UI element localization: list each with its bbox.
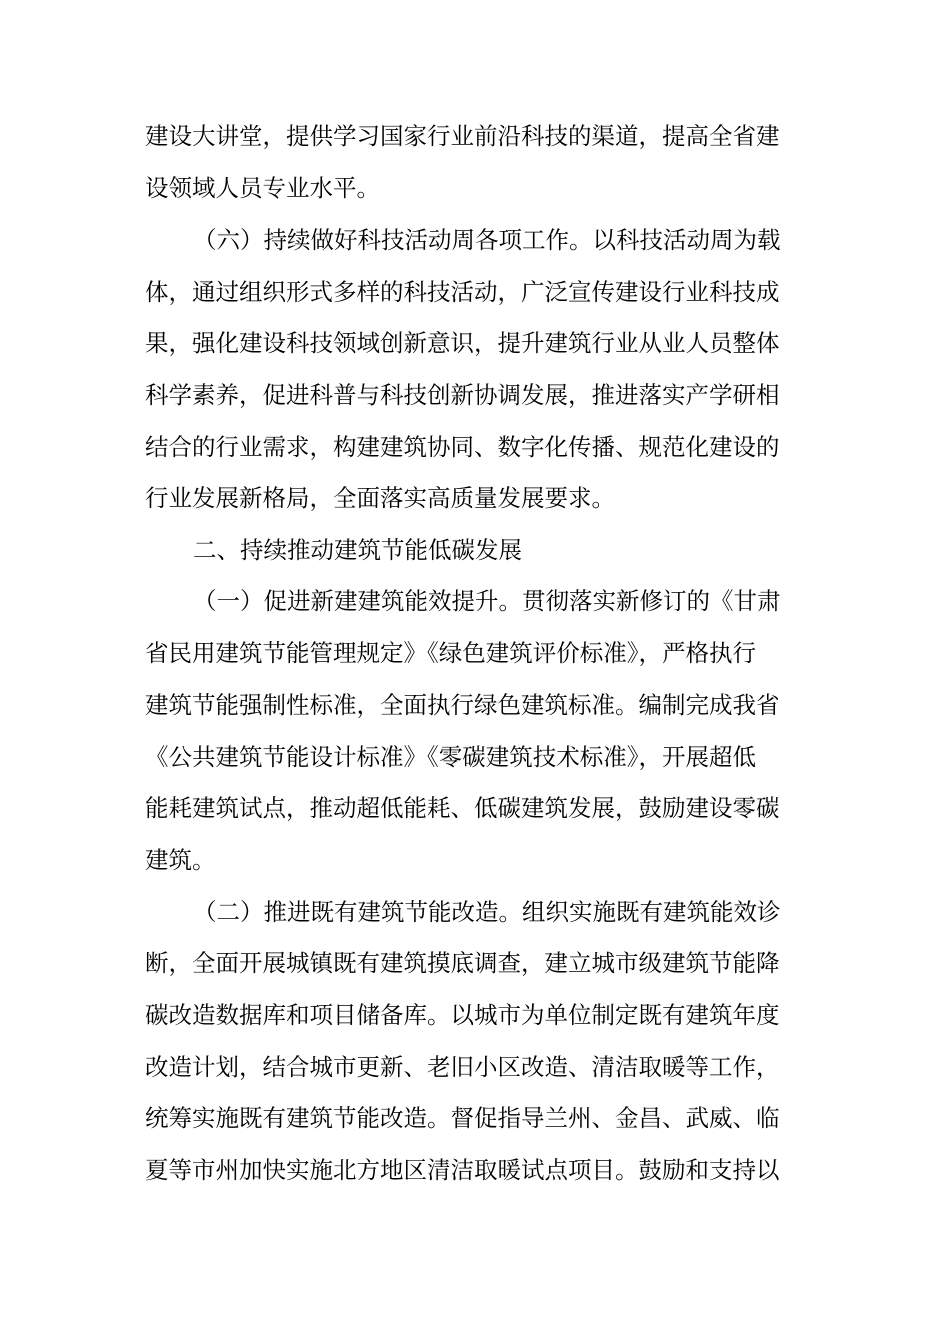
paragraph-one-start: （一）促进新建建筑能效提升。贯彻落实新修订的《甘肃 — [193, 587, 781, 615]
paragraph-six-start: （六）持续做好科技活动周各项工作。以科技活动周为载 — [193, 226, 781, 254]
text-line: 能耗建筑试点，推动超低能耗、低碳建筑发展，鼓励建设零碳 — [145, 794, 780, 822]
text-line: 夏等市州加快实施北方地区清洁取暖试点项目。鼓励和支持以 — [145, 1156, 780, 1184]
text-line: 建筑。 — [145, 846, 216, 874]
text-line: 断，全面开展城镇既有建筑摸底调查，建立城市级建筑节能降 — [145, 949, 780, 977]
paragraph-two-start: （二）推进既有建筑节能改造。组织实施既有建筑能效诊 — [193, 898, 781, 926]
section-heading: 二、持续推动建筑节能低碳发展 — [193, 536, 522, 564]
text-line: 建设大讲堂，提供学习国家行业前沿科技的渠道，提高全省建 — [145, 122, 780, 150]
text-line: 《公共建筑节能设计标准》《零碳建筑技术标准》，开展超低 — [145, 743, 756, 771]
text-line: 统筹实施既有建筑节能改造。督促指导兰州、金昌、武威、临 — [145, 1104, 780, 1132]
text-line: 果，强化建设科技领域创新意识，提升建筑行业从业人员整体 — [145, 329, 780, 357]
text-line: 科学素养，促进科普与科技创新协调发展，推进落实产学研相 — [145, 381, 780, 409]
text-line: 碳改造数据库和项目储备库。以城市为单位制定既有建筑年度 — [145, 1001, 780, 1029]
text-line: 设领域人员专业水平。 — [145, 174, 380, 202]
text-line: 改造计划，结合城市更新、老旧小区改造、清洁取暖等工作， — [145, 1053, 780, 1081]
text-line: 结合的行业需求，构建建筑协同、数字化传播、规范化建设的 — [145, 433, 780, 461]
text-line: 省民用建筑节能管理规定》《绿色建筑评价标准》，严格执行 — [145, 639, 756, 667]
text-line: 建筑节能强制性标准，全面执行绿色建筑标准。编制完成我省 — [145, 691, 780, 719]
text-line: 体，通过组织形式多样的科技活动，广泛宣传建设行业科技成 — [145, 278, 780, 306]
text-line: 行业发展新格局，全面落实高质量发展要求。 — [145, 484, 615, 512]
